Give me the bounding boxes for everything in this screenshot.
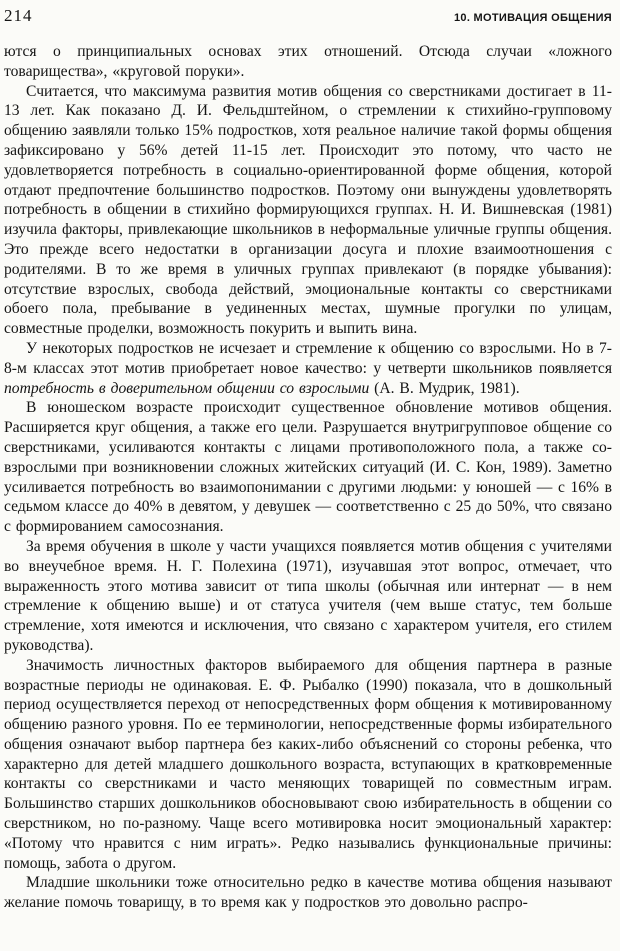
text-run: Значимость личностных факторов выбираемого для общения партнера в разные возрастные периоды не одинаковая. Е. Ф. Рыбалко (1990) показала, что в дошкольный период осуществляется переход от непосредственных форм общения к мотивированному общению разного уровня. По ее терминологии, непосредственные формы избирательного общения означают выбор партнера без каких-либо объяснений со стороны ребенка, что характерно для детей младшего дошкольного возраста, вступающих в кратковременные контакты со сверстниками и часто меняющих товарищей по совместным играм. Большинство старших дошкольников обосновывают свою избирательность в общении со сверстником, но по-разному. Чаще всего мотивировка носит эмоциональный характер: «Потому что нравится с ним играть». Редко назывались функциональные причины: помощь, забота о другом.	[4, 656, 612, 872]
text-run: За время обучения в школе у части учащихся появляется мотив общения с учителями во внеучебное время. Н. Г. Полехина (1971), изучавшая этот вопрос, отмечает, что выраженность этого мотива зависит от типа школы (обычная или интернат — в нем стремление к общению выше) и от статуса учителя (чем выше статус, тем больше стремление, хотя имеются и исключения, что связано с характером учителя, его стилем руководства).	[4, 537, 612, 654]
paragraph	[4, 42, 612, 82]
italic-text-run: потребность в доверительном общении со взрослыми	[4, 379, 370, 397]
paragraph	[4, 656, 612, 874]
text-run: Считается, что максимума развития мотив общения со сверстниками достигает в 11-13 лет. Как показано Д. И. Фельдштейном, о стремлении к стихийно-групповому общению заявляли только 15% подростков, хотя реальное наличие такой формы общения зафиксировано у 56% детей 11-15 лет. Происходит это потому, что часто не удовлетворяется потребность в социально-ориентированной форме общения, которой отдают предпочтение большинство подростков. Поэтому они вынуждены удовлетворять потребность в общении в стихийно формирующихся группах. Н. И. Вишневская (1981) изучила факторы, привлекающие школьников в неформальные уличные группы общения. Это прежде всего недостатки в организации досуга и плохие взаимоотношения с родителями. В то же время в уличных группах привлекают (в порядке убывания): отсутствие взрослых, свобода действий, эмоциональные контакты со сверстниками обоего пола, пребывание в уединенных местах, шумные прогулки по улицам, совместные проделки, возможность покурить и выпить вина.	[4, 82, 612, 338]
text-run: Младшие школьники тоже относительно редко в качестве мотива общения называют желание помочь товарищу, в то время как у подростков это довольно распро-	[4, 874, 612, 912]
paragraph	[4, 537, 612, 656]
paragraph	[4, 339, 612, 398]
page-number: 214	[4, 6, 33, 25]
paragraph	[4, 82, 612, 339]
page-body	[4, 42, 612, 913]
chapter-header: 10. МОТИВАЦИЯ ОБЩЕНИЯ	[453, 12, 612, 24]
text-run: В юношеском возрасте происходит существенное обновление мотивов общения. Расширяется круг общения, а также его цели. Разрушается внутригрупповое общение со сверстниками, усиливаются контакты с лицами противоположного пола, а также со-взрослыми при возникновении сложных житейских ситуаций (И. С. Кон, 1989). Заметно усиливается потребность во взаимопонимании с другими людьми: у юношей — с 16% в седьмом классе до 40% в девятом, у девушек — соответственно с 25 до 50%, что связано с формированием самосознания.	[4, 399, 612, 536]
text-run: ются о принципиальных основах этих отношений. Отсюда случаи «ложного товарищества», «круговой поруки».	[4, 43, 612, 80]
paragraph	[4, 398, 612, 537]
text-run: У некоторых подростков не исчезает и стремление к общению со взрослыми. Но в 7-8-м классах этот мотив приобретает новое качество: у четверти школьников появляется	[4, 339, 612, 377]
page-header	[4, 6, 612, 26]
paragraph	[4, 873, 612, 913]
text-run: (А. В. Мудрик, 1981).	[369, 379, 520, 397]
